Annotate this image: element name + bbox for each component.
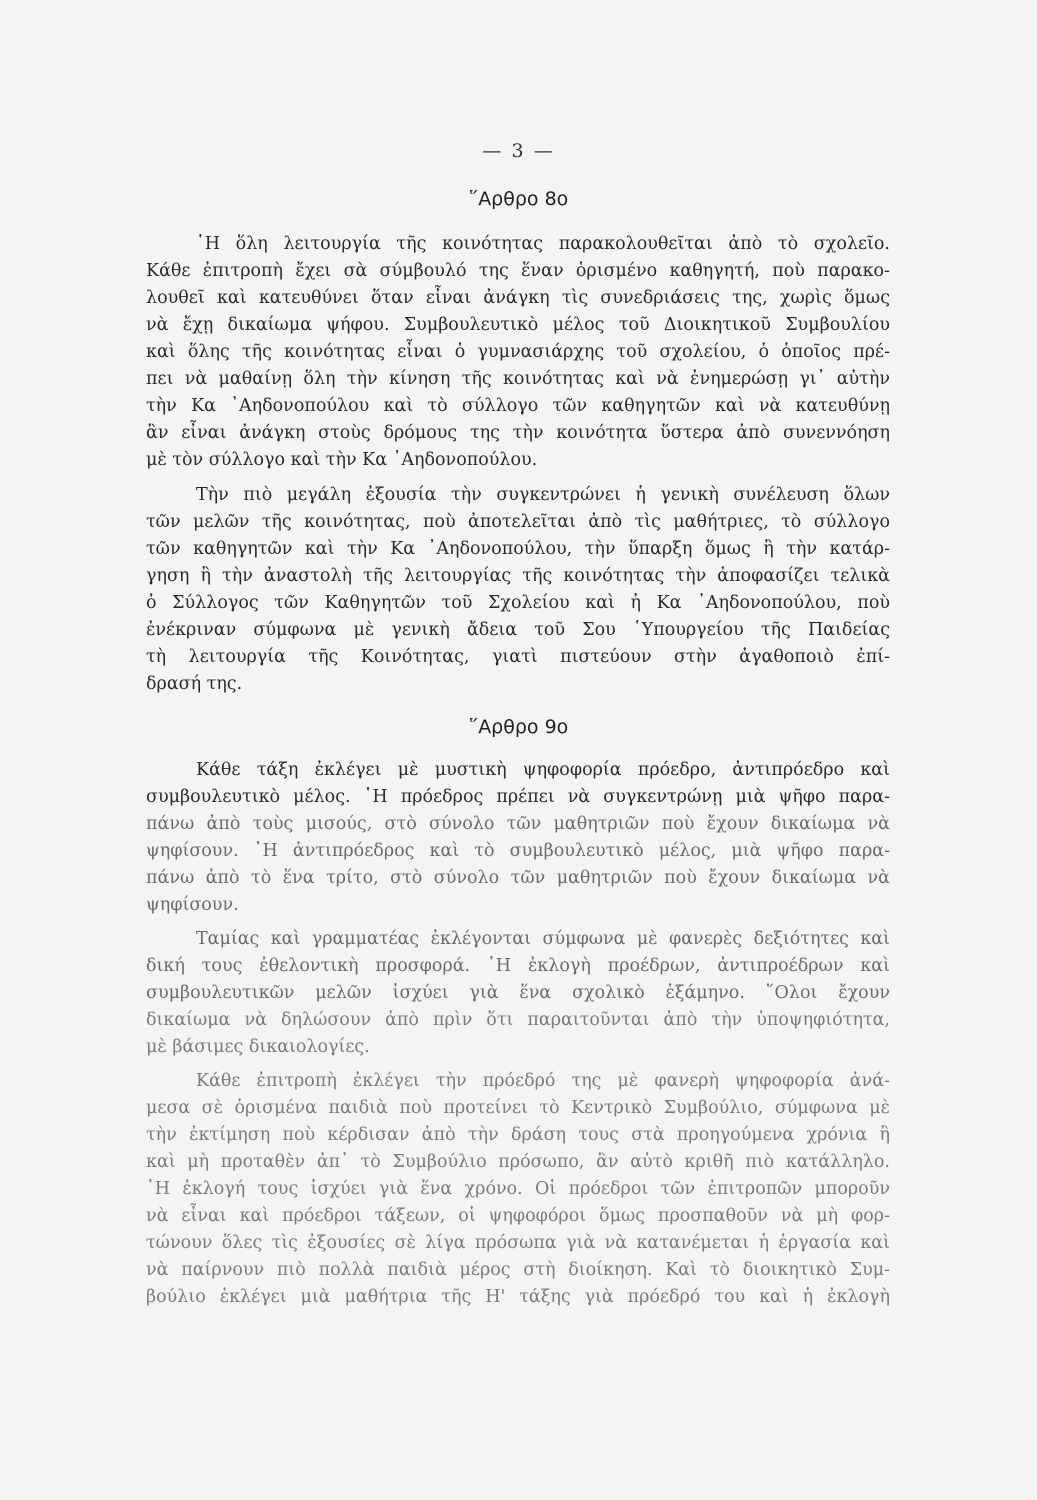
text-line: πει νὰ μαθαίνῃ ὅλη τὴν κίνηση τῆς κοινότητας καὶ νὰ ἐνημερώσῃ γι᾽ αὐτὴν: [146, 369, 890, 389]
text-line: Κάθε τάξη ἐκλέγει μὲ μυστικὴ ψηφοφορία πρόεδρο, ἀντιπρόεδρο καὶ: [196, 760, 890, 780]
text-line: Ταμίας καὶ γραμματέας ἐκλέγονται σύμφωνα μὲ φανερὲς δεξιότητες καὶ: [196, 929, 890, 949]
text-line: ψηφίσουν.: [146, 895, 239, 915]
text-line: Κάθε ἐπιτροπὴ ἔχει σὰ σύμβουλό της ἕναν ὁρισμένο καθηγητή, ποὺ παρακο-: [146, 261, 890, 281]
text-line: συμβουλευτικῶν μελῶν ἰσχύει γιὰ ἕνα σχολικὸ ἑξάμηνο. ῞Ολοι ἔχουν: [146, 983, 890, 1003]
text-line: ῾Η ἐκλογή τους ἰσχύει γιὰ ἕνα χρόνο. Οἱ πρόεδροι τῶν ἐπιτροπῶν μποροῦν: [146, 1179, 890, 1199]
text-line: ψηφίσουν. ῾Η ἀντιπρόεδρος καὶ τὸ συμβουλευτικὸ μέλος, μιὰ ψῆφο παρα-: [146, 841, 890, 861]
text-line: καὶ ὅλης τῆς κοινότητας εἶναι ὁ γυμνασιάρχης τοῦ σχολείου, ὁ ὁποῖος πρέ-: [146, 342, 890, 362]
text-line: δρασή της.: [146, 674, 243, 694]
text-line: μὲ τὸν σύλλογο καὶ τὴν Κα ᾿Αηδονοπούλου.: [146, 450, 538, 470]
text-line: δικαίωμα νὰ δηλώσουν ἀπὸ πρὶν ὅτι παραιτοῦνται ἀπὸ τὴν ὑποψηφιότητα,: [146, 1010, 890, 1030]
text-line: Τὴν πιὸ μεγάλη ἐξουσία τὴν συγκεντρώνει ἡ γενικὴ συνέλευση ὅλων: [196, 485, 890, 505]
text-line: νὰ παίρνουν πιὸ πολλὰ παιδιὰ μέρος στὴ διοίκηση. Καὶ τὸ διοικητικὸ Συμ-: [146, 1260, 890, 1280]
text-line: μὲ βάσιμες δικαιολογίες.: [146, 1037, 370, 1057]
text-line: πάνω ἀπὸ τοὺς μισούς, στὸ σύνολο τῶν μαθητριῶν ποὺ ἔχουν δικαίωμα νὰ: [146, 814, 890, 834]
text-line: καὶ μὴ προταθὲν ἀπ᾽ τὸ Συμβούλιο πρόσωπο, ἂν αὐτὸ κριθῆ πιὸ κατάλληλο.: [146, 1152, 890, 1172]
text-line: συμβουλευτικὸ μέλος. ῾Η πρόεδρος πρέπει νὰ συγκεντρώνῃ μιὰ ψῆφο παρα-: [146, 787, 890, 807]
text-line: ἂν εἶναι ἀνάγκη στοὺς δρόμους της τὴν κοινότητα ὕστερα ἀπὸ συνεννόηση: [146, 423, 890, 443]
text-line: τῶν καθηγητῶν καὶ τὴν Κα ᾿Αηδονοπούλου, τὴν ὕπαρξη ὅμως ἢ τὴν κατάρ-: [146, 539, 890, 559]
text-line: ἐνέκριναν σύμφωνα μὲ γενικὴ ἄδεια τοῦ Σου ῾Υπουργείου τῆς Παιδείας: [146, 620, 890, 640]
text-line: ῾Η ὅλη λειτουργία τῆς κοινότητας παρακολουθεῖται ἀπὸ τὸ σχολεῖο.: [196, 234, 890, 254]
text-line: νὰ εἶναι καὶ πρόεδροι τάξεων, οἱ ψηφοφόροι ὅμως προσπαθοῦν νὰ μὴ φορ-: [146, 1206, 890, 1226]
text-line: τὴν Κα ᾿Αηδονοπούλου καὶ τὸ σύλλογο τῶν καθηγητῶν καὶ νὰ κατευθύνῃ: [146, 396, 890, 416]
text-line: τώνουν ὅλες τὶς ἐξουσίες σὲ λίγα πρόσωπα γιὰ νὰ κατανέμεται ἡ ἐργασία καὶ: [146, 1233, 890, 1253]
text-line: ὁ Σύλλογος τῶν Καθηγητῶν τοῦ Σχολείου καὶ ἡ Κα ᾿Αηδονοπούλου, ποὺ: [146, 593, 890, 613]
text-line: βούλιο ἐκλέγει μιὰ μαθήτρια τῆς Η' τάξης γιὰ πρόεδρό του καὶ ἡ ἐκλογὴ: [146, 1287, 890, 1307]
text-line: λουθεῖ καὶ κατευθύνει ὅταν εἶναι ἀνάγκη τὶς συνεδριάσεις της, χωρὶς ὅμως: [146, 288, 890, 308]
page-number: — 3 —: [482, 140, 555, 162]
text-line: Κάθε ἐπιτροπὴ ἐκλέγει τὴν πρόεδρό της μὲ φανερὴ ψηφοφορία ἀνά-: [196, 1071, 890, 1091]
text-line: τῶν μελῶν τῆς κοινότητας, ποὺ ἀποτελεῖται ἀπὸ τὶς μαθήτριες, τὸ σύλλογο: [146, 512, 890, 532]
text-line: γηση ἢ τὴν ἀναστολὴ τῆς λειτουργίας τῆς κοινότητας τὴν ἀποφασίζει τελικὰ: [146, 566, 890, 586]
text-line: μεσα σὲ ὁρισμένα παιδιὰ ποὺ προτείνει τὸ Κεντρικὸ Συμβούλιο, σύμφωνα μὲ: [146, 1098, 890, 1118]
text-line: πάνω ἀπὸ τὸ ἕνα τρίτο, στὸ σύνολο τῶν μαθητριῶν ποὺ ἔχουν δικαίωμα νὰ: [146, 868, 890, 888]
article-9-heading: ῞Αρθρο 9ο: [468, 716, 569, 738]
text-line: νὰ ἔχῃ δικαίωμα ψήφου. Συμβουλευτικὸ μέλος τοῦ Διοικητικοῦ Συμβουλίου: [146, 315, 890, 335]
text-line: τὴ λειτουργία τῆς Κοινότητας, γιατὶ πιστεύουν στὴν ἀγαθοποιὸ ἐπί-: [146, 647, 890, 667]
text-line: τὴν ἐκτίμηση ποὺ κέρδισαν ἀπὸ τὴν δράση τους στὰ προηγούμενα χρόνια ἢ: [146, 1125, 890, 1145]
text-line: δική τους ἐθελοντικὴ προσφορά. ῾Η ἐκλογὴ προέδρων, ἀντιπροέδρων καὶ: [146, 956, 890, 976]
article-8-heading: ῞Αρθρο 8ο: [468, 188, 569, 210]
